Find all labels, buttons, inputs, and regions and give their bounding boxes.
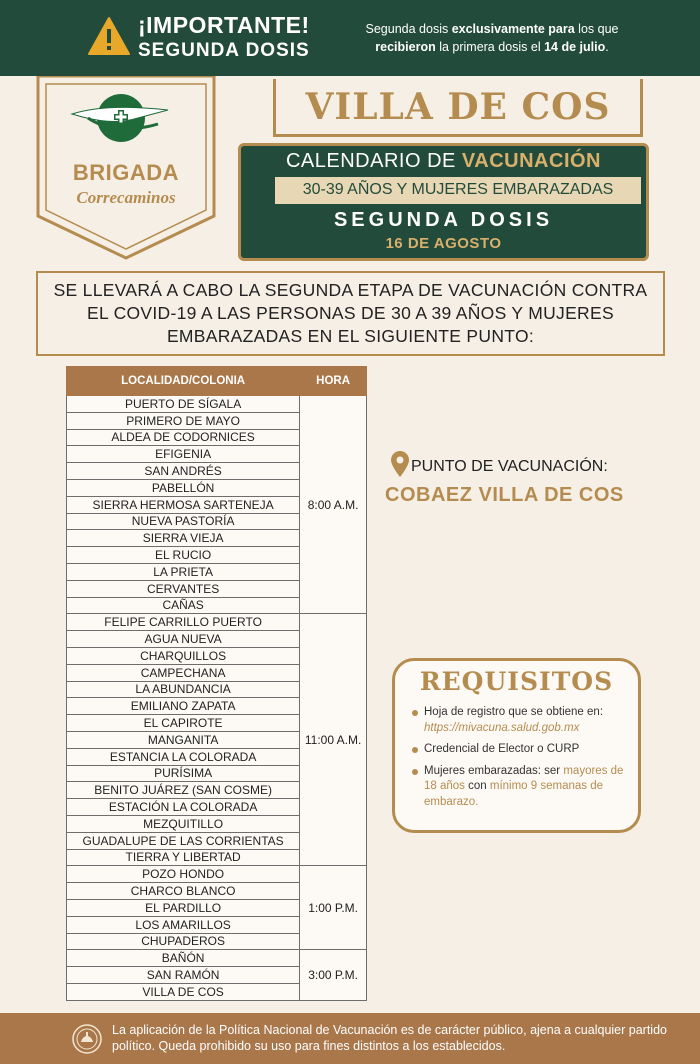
- localidad-cell: VILLA DE COS: [67, 983, 300, 1000]
- localidad-cell: EL RUCIO: [67, 547, 300, 564]
- localidad-cell: ALDEA DE CODORNICES: [67, 429, 300, 446]
- localidad-cell: EL CAPIROTE: [67, 715, 300, 732]
- vaccination-date: 16 DE AGOSTO: [385, 235, 502, 252]
- localidad-cell: CERVANTES: [67, 580, 300, 597]
- hora-cell: 3:00 P.M.: [300, 950, 367, 1000]
- localidad-cell: ESTACIÓN LA COLORADA: [67, 799, 300, 816]
- localidad-cell: TIERRA Y LIBERTAD: [67, 849, 300, 866]
- localidad-cell: EMILIANO ZAPATA: [67, 698, 300, 715]
- schedule-table: [66, 366, 367, 1001]
- localidad-cell: CHARQUILLOS: [67, 647, 300, 664]
- localidad-cell: CAÑAS: [67, 597, 300, 614]
- dose-label: SEGUNDA DOSIS: [333, 209, 554, 231]
- hora-cell: 8:00 A.M.: [300, 396, 367, 614]
- brigada-title: BRIGADA: [72, 160, 180, 185]
- header-hora: HORA: [300, 367, 367, 396]
- table-header-row: [67, 367, 367, 396]
- localidad-cell: SIERRA HERMOSA SARTENEJA: [67, 496, 300, 513]
- localidad-cell: LA PRIETA: [67, 563, 300, 580]
- age-group-label: 30-39 AÑOS Y MUJERES EMBARAZADAS: [302, 181, 614, 198]
- localidad-cell: BAÑÓN: [67, 950, 300, 967]
- requisitos-list: [412, 705, 634, 816]
- localidad-cell: SAN ANDRÉS: [67, 463, 300, 480]
- announcement-box: [36, 271, 665, 356]
- hora-cell: 1:00 P.M.: [300, 866, 367, 950]
- brigada-logo-icon: [68, 88, 174, 148]
- important-title: ¡IMPORTANTE!: [138, 12, 310, 38]
- localidad-cell: EFIGENIA: [67, 446, 300, 463]
- localidad-cell: PRIMERO DE MAYO: [67, 412, 300, 429]
- localidad-cell: SAN RAMÓN: [67, 967, 300, 984]
- requisitos-title: REQUISITOS: [419, 667, 614, 696]
- localidad-cell: CHUPADEROS: [67, 933, 300, 950]
- localidad-cell: FELIPE CARRILLO PUERTO: [67, 614, 300, 631]
- location-pin-icon: [391, 451, 409, 477]
- table-row: [67, 396, 367, 413]
- brigada-subtitle: Correcaminos: [76, 188, 176, 207]
- localidad-cell: CHARCO BLANCO: [67, 883, 300, 900]
- list-item: Credencial de Elector o CURP: [412, 742, 634, 758]
- bullet-icon: [412, 710, 418, 716]
- footer-disclaimer: La aplicación de la Política Nacional de Vacunación es de carácter público, ajena a cualquier partido político. Queda prohibido su uso para fines distintos a los establecidos.: [112, 1023, 667, 1053]
- mexico-seal-icon: [72, 1024, 102, 1054]
- list-item: Mujeres embarazadas: ser mayores de 18 años con mínimo 9 semanas de embarazo.: [412, 764, 634, 811]
- localidad-cell: AGUA NUEVA: [67, 631, 300, 648]
- localidad-cell: CAMPECHANA: [67, 664, 300, 681]
- location-title: VILLA DE COS: [305, 86, 611, 128]
- localidad-cell: BENITO JUÁREZ (SAN COSME): [67, 782, 300, 799]
- localidad-cell: SIERRA VIEJA: [67, 530, 300, 547]
- localidad-cell: PABELLÓN: [67, 479, 300, 496]
- banner-note: Segunda dosis exclusivamente para los que recibieron la primera dosis el 14 de julio.: [365, 22, 619, 54]
- localidad-cell: ESTANCIA LA COLORADA: [67, 748, 300, 765]
- localidad-cell: PUERTO DE SÍGALA: [67, 396, 300, 413]
- localidad-cell: PURÍSIMA: [67, 765, 300, 782]
- list-item: Hoja de registro que se obtiene en: https://mivacuna.salud.gob.mx: [412, 705, 634, 736]
- punto-label: PUNTO DE VACUNACIÓN:: [411, 458, 608, 475]
- localidad-cell: POZO HONDO: [67, 866, 300, 883]
- localidad-cell: MANGANITA: [67, 731, 300, 748]
- localidad-cell: EL PARDILLO: [67, 899, 300, 916]
- hora-cell: 11:00 A.M.: [300, 614, 367, 866]
- warning-icon: [88, 16, 130, 56]
- registro-link[interactable]: https://mivacuna.salud.gob.mx: [424, 721, 580, 734]
- table-row: [67, 614, 367, 631]
- localidad-cell: NUEVA PASTORÍA: [67, 513, 300, 530]
- header-localidad: LOCALIDAD/COLONIA: [67, 367, 300, 396]
- localidad-cell: LA ABUNDANCIA: [67, 681, 300, 698]
- localidad-cell: MEZQUITILLO: [67, 815, 300, 832]
- important-subtitle: SEGUNDA DOSIS: [138, 40, 310, 61]
- schedule-table-body: [67, 396, 367, 1001]
- bullet-icon: [412, 769, 418, 775]
- bullet-icon: [412, 747, 418, 753]
- table-row: [67, 866, 367, 883]
- table-row: [67, 950, 367, 967]
- localidad-cell: GUADALUPE DE LAS CORRIENTAS: [67, 832, 300, 849]
- calendar-title: CALENDARIO DE VACUNACIÓN: [285, 150, 601, 172]
- punto-value: COBAEZ VILLA DE COS: [385, 484, 624, 506]
- announcement-text: SE LLEVARÁ A CABO LA SEGUNDA ETAPA DE VACUNACIÓN CONTRA EL COVID-19 A LAS PERSONAS DE 30 A 39 AÑOS Y MUJERES EMBARAZADAS EN EL SIGUIENTE PUNTO:: [53, 280, 648, 346]
- localidad-cell: LOS AMARILLOS: [67, 916, 300, 933]
